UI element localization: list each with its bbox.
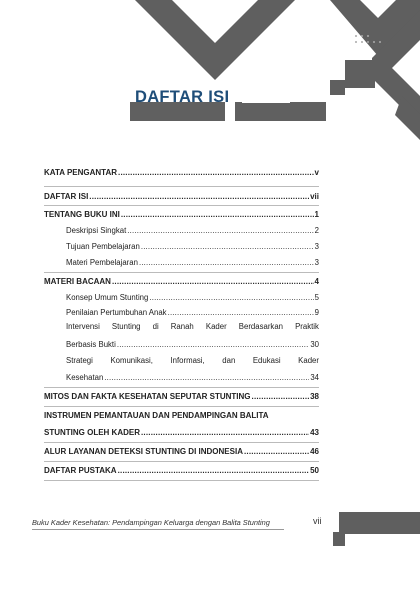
toc-page: 9	[314, 308, 319, 317]
toc-leader	[121, 210, 314, 220]
toc-word: Ranah	[170, 322, 194, 331]
toc-leader	[244, 447, 309, 457]
toc-entry-pustaka[interactable]	[44, 466, 319, 476]
toc-word: Stunting	[111, 322, 141, 331]
toc-word: dan	[222, 356, 236, 365]
toc-leader	[149, 293, 313, 303]
toc-leader	[127, 226, 313, 236]
toc-leader	[168, 308, 314, 318]
toc-word: Komunikasi,	[110, 356, 153, 365]
toc-leader	[118, 466, 310, 476]
toc-label: DAFTAR ISI	[44, 192, 89, 201]
toc-entry-intervensi-line2[interactable]	[44, 340, 319, 350]
toc-page: 38	[310, 392, 319, 401]
toc-label: TENTANG BUKU INI	[44, 210, 120, 219]
toc-entry-mitos[interactable]	[44, 392, 319, 402]
toc-entry-deskripsi[interactable]	[44, 226, 319, 236]
toc-page: 3	[314, 258, 319, 267]
toc-leader	[118, 168, 314, 178]
header-decoration	[0, 0, 420, 150]
toc-label: STUNTING OLEH KADER	[44, 428, 140, 437]
toc-word: Informasi,	[170, 356, 205, 365]
toc-page: 50	[310, 466, 319, 475]
toc-label: MATERI BACAAN	[44, 277, 111, 286]
toc-entry-penilaian[interactable]	[44, 308, 319, 318]
decor-block	[345, 60, 375, 88]
toc-entry-alur[interactable]	[44, 447, 319, 457]
toc-label: Penilaian Pertumbuhan Anak	[66, 308, 167, 317]
toc-page: 2	[314, 226, 319, 235]
toc-page: 1	[314, 210, 319, 219]
toc-leader	[252, 392, 310, 402]
footer-decor-tab	[333, 532, 345, 546]
footer-book-title: Buku Kader Kesehatan: Pendampingan Keluarga dengan Balita Stunting	[32, 518, 270, 527]
toc-page: v	[314, 168, 319, 177]
toc-leader	[141, 428, 309, 438]
decor-block-small	[330, 80, 345, 95]
toc-word: Berdasarkan	[238, 322, 283, 331]
toc-label: Tujuan Pembelajaran	[66, 242, 140, 251]
toc-entry-kata-pengantar[interactable]	[44, 168, 319, 178]
toc-page: 30	[310, 340, 319, 349]
toc-entry-instrumen-line2[interactable]	[44, 428, 319, 438]
toc-label: Konsep Umum Stunting	[66, 293, 149, 302]
toc-page: 46	[310, 447, 319, 456]
toc-entry-strategi-line2[interactable]	[44, 373, 319, 383]
toc-label: Materi Pembelajaran	[66, 258, 138, 267]
title-underline	[242, 102, 290, 103]
toc-leader	[89, 192, 309, 202]
footer-decor-bar	[339, 512, 420, 534]
toc-label: ALUR LAYANAN DETEKSI STUNTING DI INDONESIA	[44, 447, 243, 456]
toc-entry-instrumen-line1[interactable]: INSTRUMEN PEMANTAUAN DAN PENDAMPINGAN BALITA	[44, 411, 269, 420]
toc-label: KATA PENGANTAR	[44, 168, 118, 177]
toc-page: 5	[314, 293, 319, 302]
page-title: DAFTAR ISI	[135, 88, 230, 106]
toc-leader	[117, 340, 309, 350]
toc-word: Praktik	[295, 322, 319, 331]
toc-word: Kader	[298, 356, 319, 365]
toc-entry-daftar-isi[interactable]	[44, 192, 319, 202]
toc-entry-intervensi-line1[interactable]	[44, 322, 319, 332]
decor-chevron-left	[135, 0, 295, 80]
toc-entry-strategi-line1[interactable]	[44, 356, 319, 366]
toc-leader	[104, 373, 309, 383]
toc-leader	[139, 258, 314, 268]
toc-word: Kader	[205, 322, 227, 331]
toc-label: Berbasis Bukti	[66, 340, 116, 349]
toc-word: Strategi	[66, 356, 93, 365]
toc-page: 43	[310, 428, 319, 437]
toc-leader	[112, 277, 314, 287]
toc-label: Kesehatan	[66, 373, 104, 382]
page-number: vii	[313, 516, 322, 526]
toc-word: Intervensi	[66, 322, 100, 331]
toc-label: DAFTAR PUSTAKA	[44, 466, 117, 475]
toc-entry-tujuan[interactable]	[44, 242, 319, 252]
toc-page: 4	[314, 277, 319, 286]
toc-entry-materi-bacaan[interactable]	[44, 277, 319, 287]
toc-label: MITOS DAN FAKTA KESEHATAN SEPUTAR STUNTING	[44, 392, 251, 401]
toc-entry-konsep[interactable]	[44, 293, 319, 303]
table-of-contents	[44, 168, 319, 481]
toc-divider	[44, 480, 319, 481]
footer-rule	[32, 529, 284, 530]
toc-word: Edukasi	[252, 356, 281, 365]
toc-label: Deskripsi Singkat	[66, 226, 127, 235]
toc-word: di	[152, 322, 159, 331]
toc-leader	[141, 242, 314, 252]
toc-page: 34	[310, 373, 319, 382]
toc-page: 3	[314, 242, 319, 251]
toc-entry-tentang-buku[interactable]	[44, 210, 319, 220]
toc-entry-materi-pembelajaran[interactable]	[44, 258, 319, 268]
toc-page: vii	[310, 192, 319, 201]
